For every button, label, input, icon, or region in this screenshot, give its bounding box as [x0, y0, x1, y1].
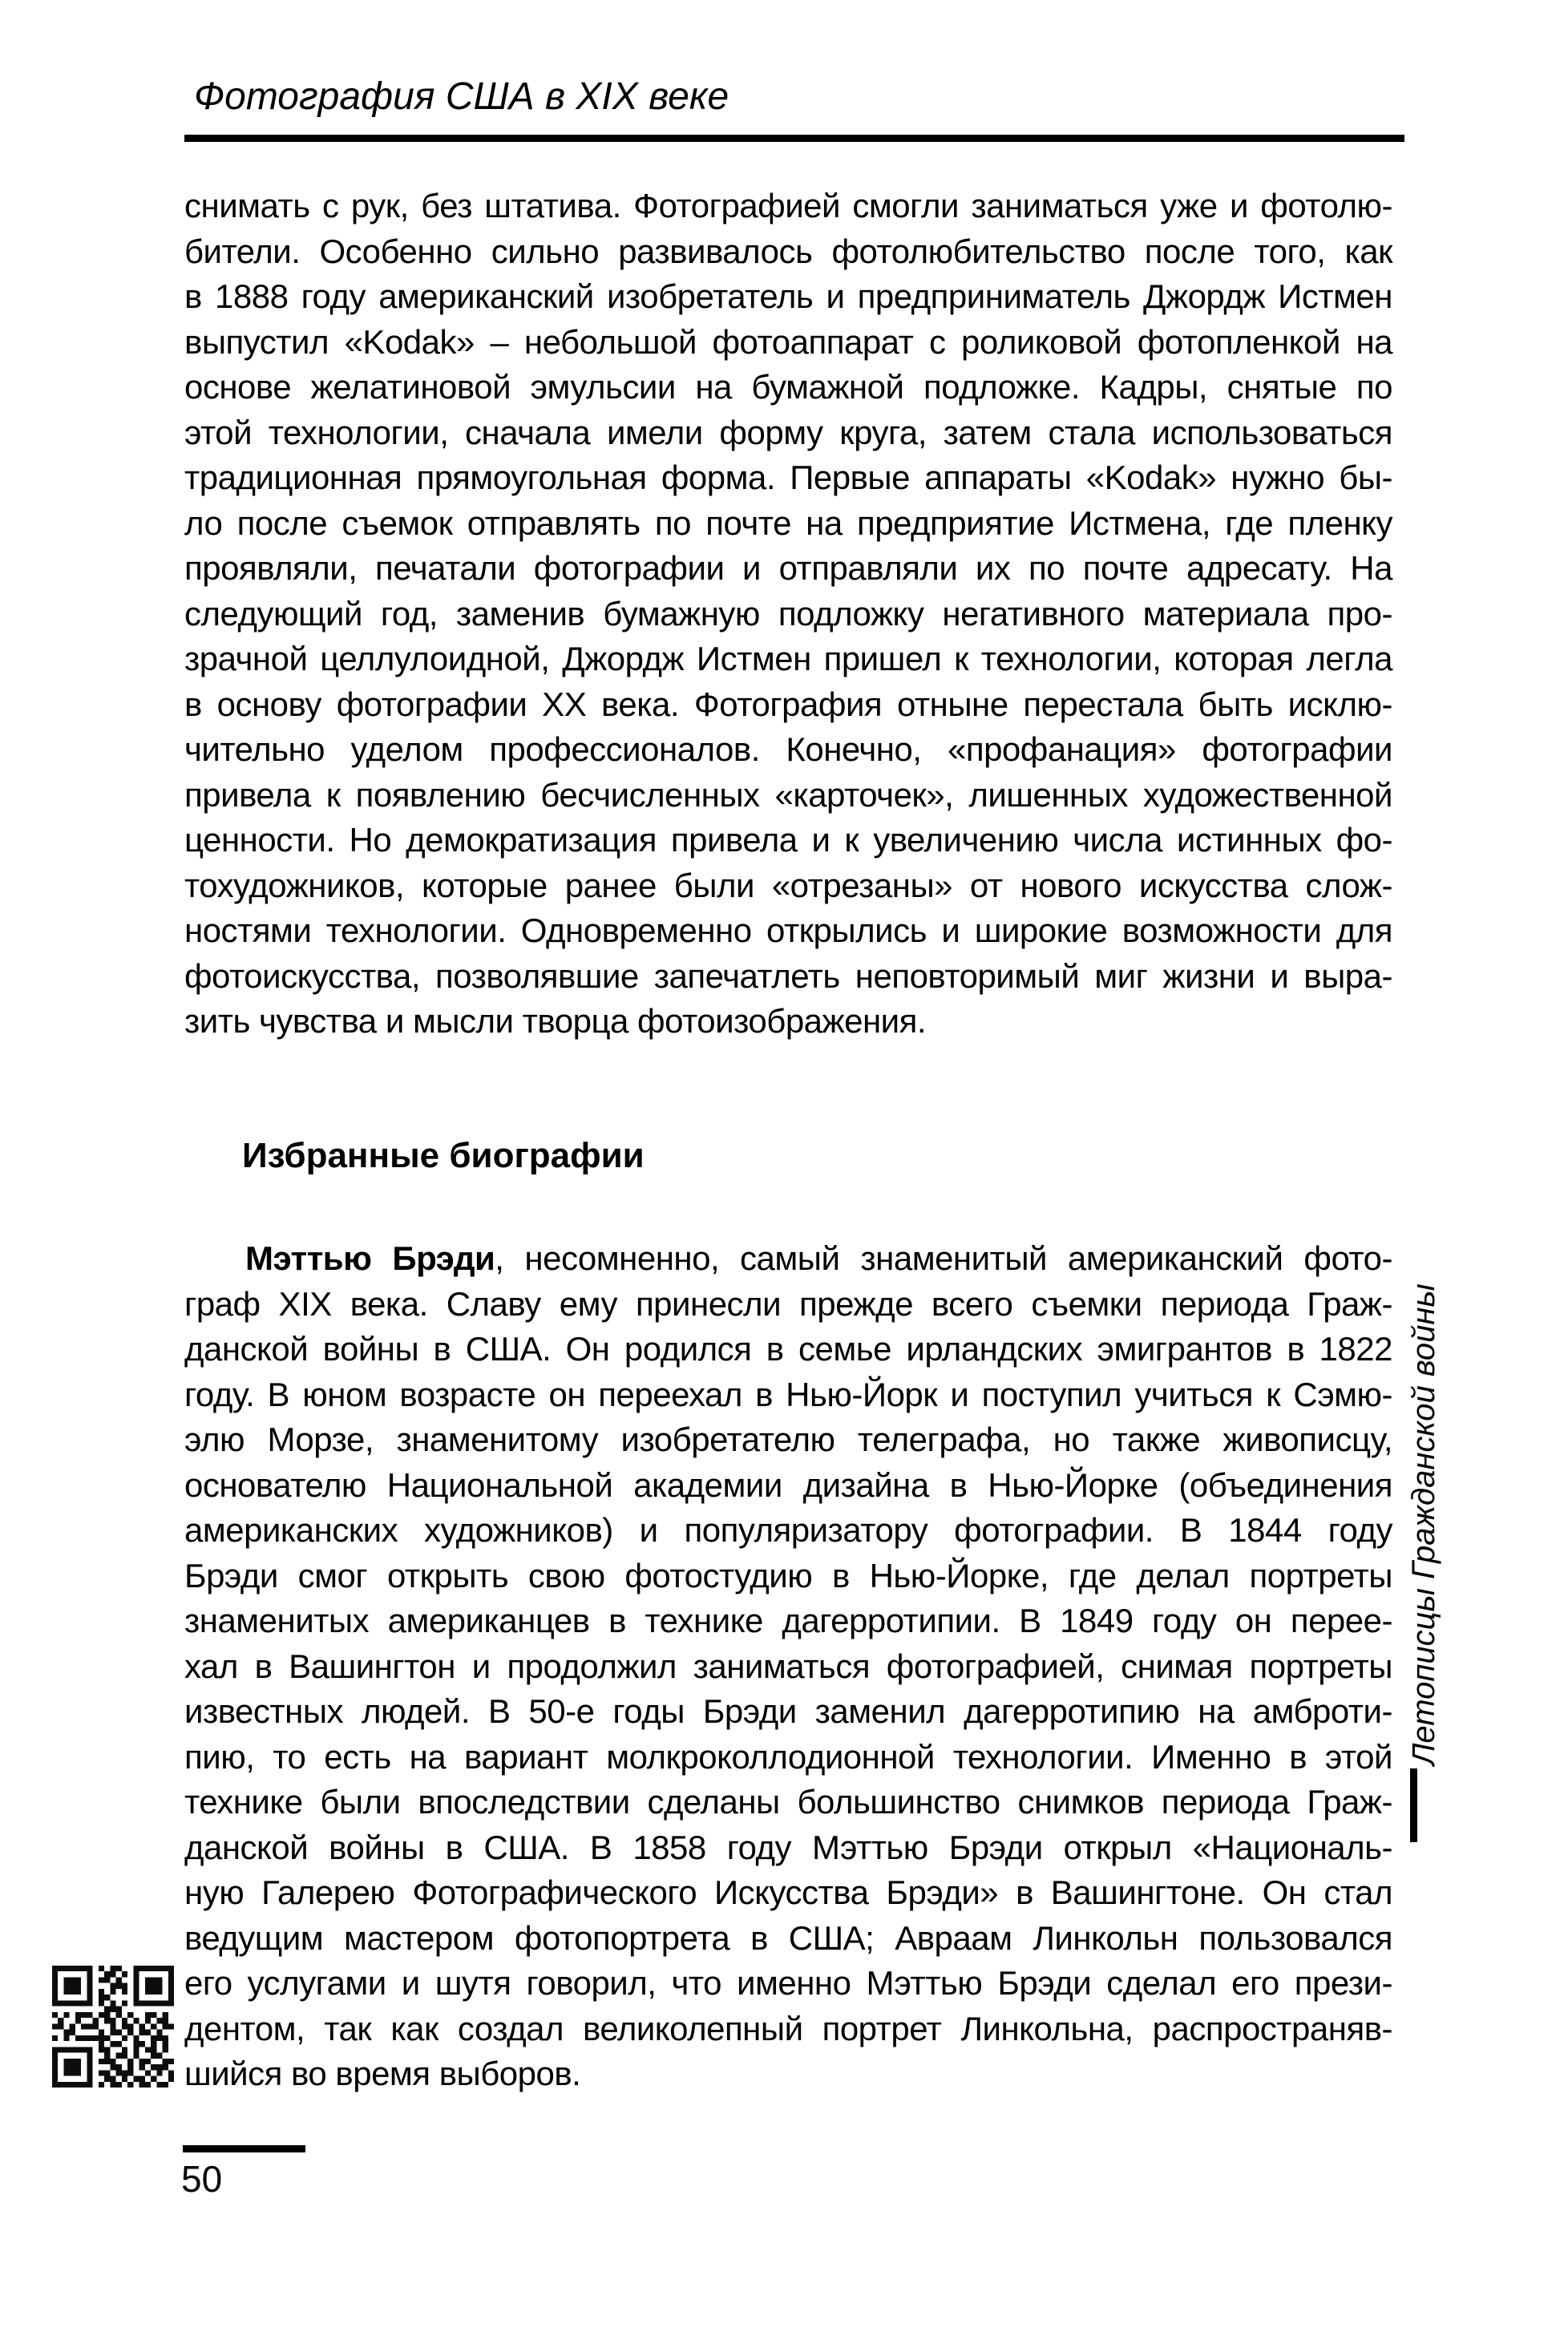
running-head-title: Фотография США в XIX веке: [194, 75, 729, 118]
body-paragraph-brady: [184, 1282, 1392, 2097]
text-line: этой технологии, сначала имели форму круга, затем стала использоваться: [184, 413, 1392, 451]
first-line-rest: , несомненно, самый знаменитый американский фото-: [495, 1239, 1392, 1277]
text-line: основе желатиновой эмульсии на бумажной подложке. Кадры, снятые по: [184, 368, 1392, 406]
text-line: ностями технологии. Одновременно открылись и широкие возможности для: [184, 911, 1392, 949]
footer-rule: [183, 2145, 305, 2152]
text-line: фотоискусства, позволявшие запечатлеть неповторимый миг жизни и выра-: [184, 956, 1392, 995]
text-line: ло после съемок отправлять по почте на предприятие Истмена, где пленку: [184, 503, 1392, 542]
text-line: зрачной целлулоидной, Джордж Истмен пришел к технологии, которая легла: [184, 640, 1392, 677]
text-line: выпустил «Kodak» – небольшой фотоаппарат с роликовой фотопленкой на: [184, 322, 1392, 361]
text-line: основателю Национальной академии дизайна в Нью-Йорке (объединения: [184, 1465, 1392, 1504]
text-line: зить чувства и мысли творца фотоизображения.: [184, 1002, 927, 1040]
biography-first-line: [184, 1236, 1392, 1282]
sidebar-rule: [1410, 1768, 1417, 1842]
text-line: привела к появлению бесчисленных «карточек», лишенных художественной: [184, 775, 1392, 814]
text-line: ценности. Но демократизация привела и к увеличению числа истинных фо-: [184, 821, 1392, 859]
text-line: проявляли, печатали фотографии и отправляли их по почте адресату. На: [184, 549, 1392, 587]
text-line: технике были впоследствии сделаны большинство снимков периода Граж-: [184, 1783, 1392, 1821]
text-line: ведущим мастером фотопортрета в США; Авраам Линкольн пользовался: [184, 1918, 1392, 1957]
text-line: хал в Вашингтон и продолжил заниматься фотографией, снимая портреты: [184, 1647, 1392, 1685]
text-line: в основу фотографии XX века. Фотография отныне перестала быть исклю-: [184, 685, 1392, 723]
text-line: году. В юном возрасте он переехал в Нью-Йорк и поступил учиться к Сэмю-: [184, 1375, 1392, 1413]
text-line: бители. Особенно сильно развивалось фотолюбительство после того, как: [184, 232, 1392, 270]
text-line: граф XIX века. Славу ему принесли прежде всего съемки периода Граж-: [184, 1284, 1392, 1323]
text-line: Брэди смог открыть свою фотостудию в Нью-Йорке, где делал портреты: [184, 1556, 1392, 1594]
text-line: пию, то есть на вариант молкроколлодионной технологии. Именно в этой: [184, 1737, 1392, 1776]
text-line: американских художников) и популяризатору фотографии. В 1844 году: [184, 1511, 1392, 1549]
person-name-bold: Мэттью Брэди: [245, 1239, 495, 1277]
text-line: знаменитых американцев в технике дагерротипии. В 1849 году он перее-: [184, 1602, 1392, 1639]
text-line: дентом, так как создал великолепный портрет Линкольна, распространяв-: [184, 2009, 1392, 2047]
text-line: традиционная прямоугольная форма. Первые аппараты «Kodak» нужно бы-: [184, 459, 1392, 496]
text-line: данской войны в США. В 1858 году Мэттью Брэди открыл «Националь-: [184, 1828, 1392, 1866]
text-line: элю Морзе, знаменитому изобретателю телеграфа, но также живописцу,: [184, 1421, 1392, 1458]
text-line: снимать с рук, без штатива. Фотографией смогли заниматься уже и фотолю-: [184, 187, 1392, 224]
sidebar-vertical-label: Летописцы Гражданской войны: [1406, 1283, 1441, 1765]
section-heading: Избранные биографии: [242, 1136, 645, 1175]
page-number: 50: [181, 2158, 223, 2200]
body-paragraph-kodak: [184, 184, 1392, 1045]
text-line: в 1888 году американский изобретатель и предприниматель Джордж Истмен: [184, 277, 1392, 315]
text-line: его услугами и шутя говорил, что именно Мэттью Брэди сделал его прези-: [184, 1964, 1392, 2002]
qr-code: [52, 1966, 174, 2088]
text-line: данской войны в США. Он родился в семье ирландских эмигрантов в 1822: [184, 1330, 1392, 1368]
text-line: следующий год, заменив бумажную подложку негативного материала про-: [184, 594, 1392, 633]
text-line: тохудожников, которые ранее были «отрезаны» от нового искусства слож-: [184, 866, 1392, 904]
text-line: шийся во время выборов.: [184, 2055, 581, 2092]
text-line: известных людей. В 50-е годы Брэди заменил дагерротипию на амброти-: [184, 1692, 1392, 1730]
text-line: ную Галерею Фотографического Искусства Брэди» в Вашингтоне. Он стал: [184, 1873, 1392, 1911]
header-rule: [184, 135, 1404, 142]
text-line: чительно уделом профессионалов. Конечно, «профанация» фотографии: [184, 730, 1392, 768]
